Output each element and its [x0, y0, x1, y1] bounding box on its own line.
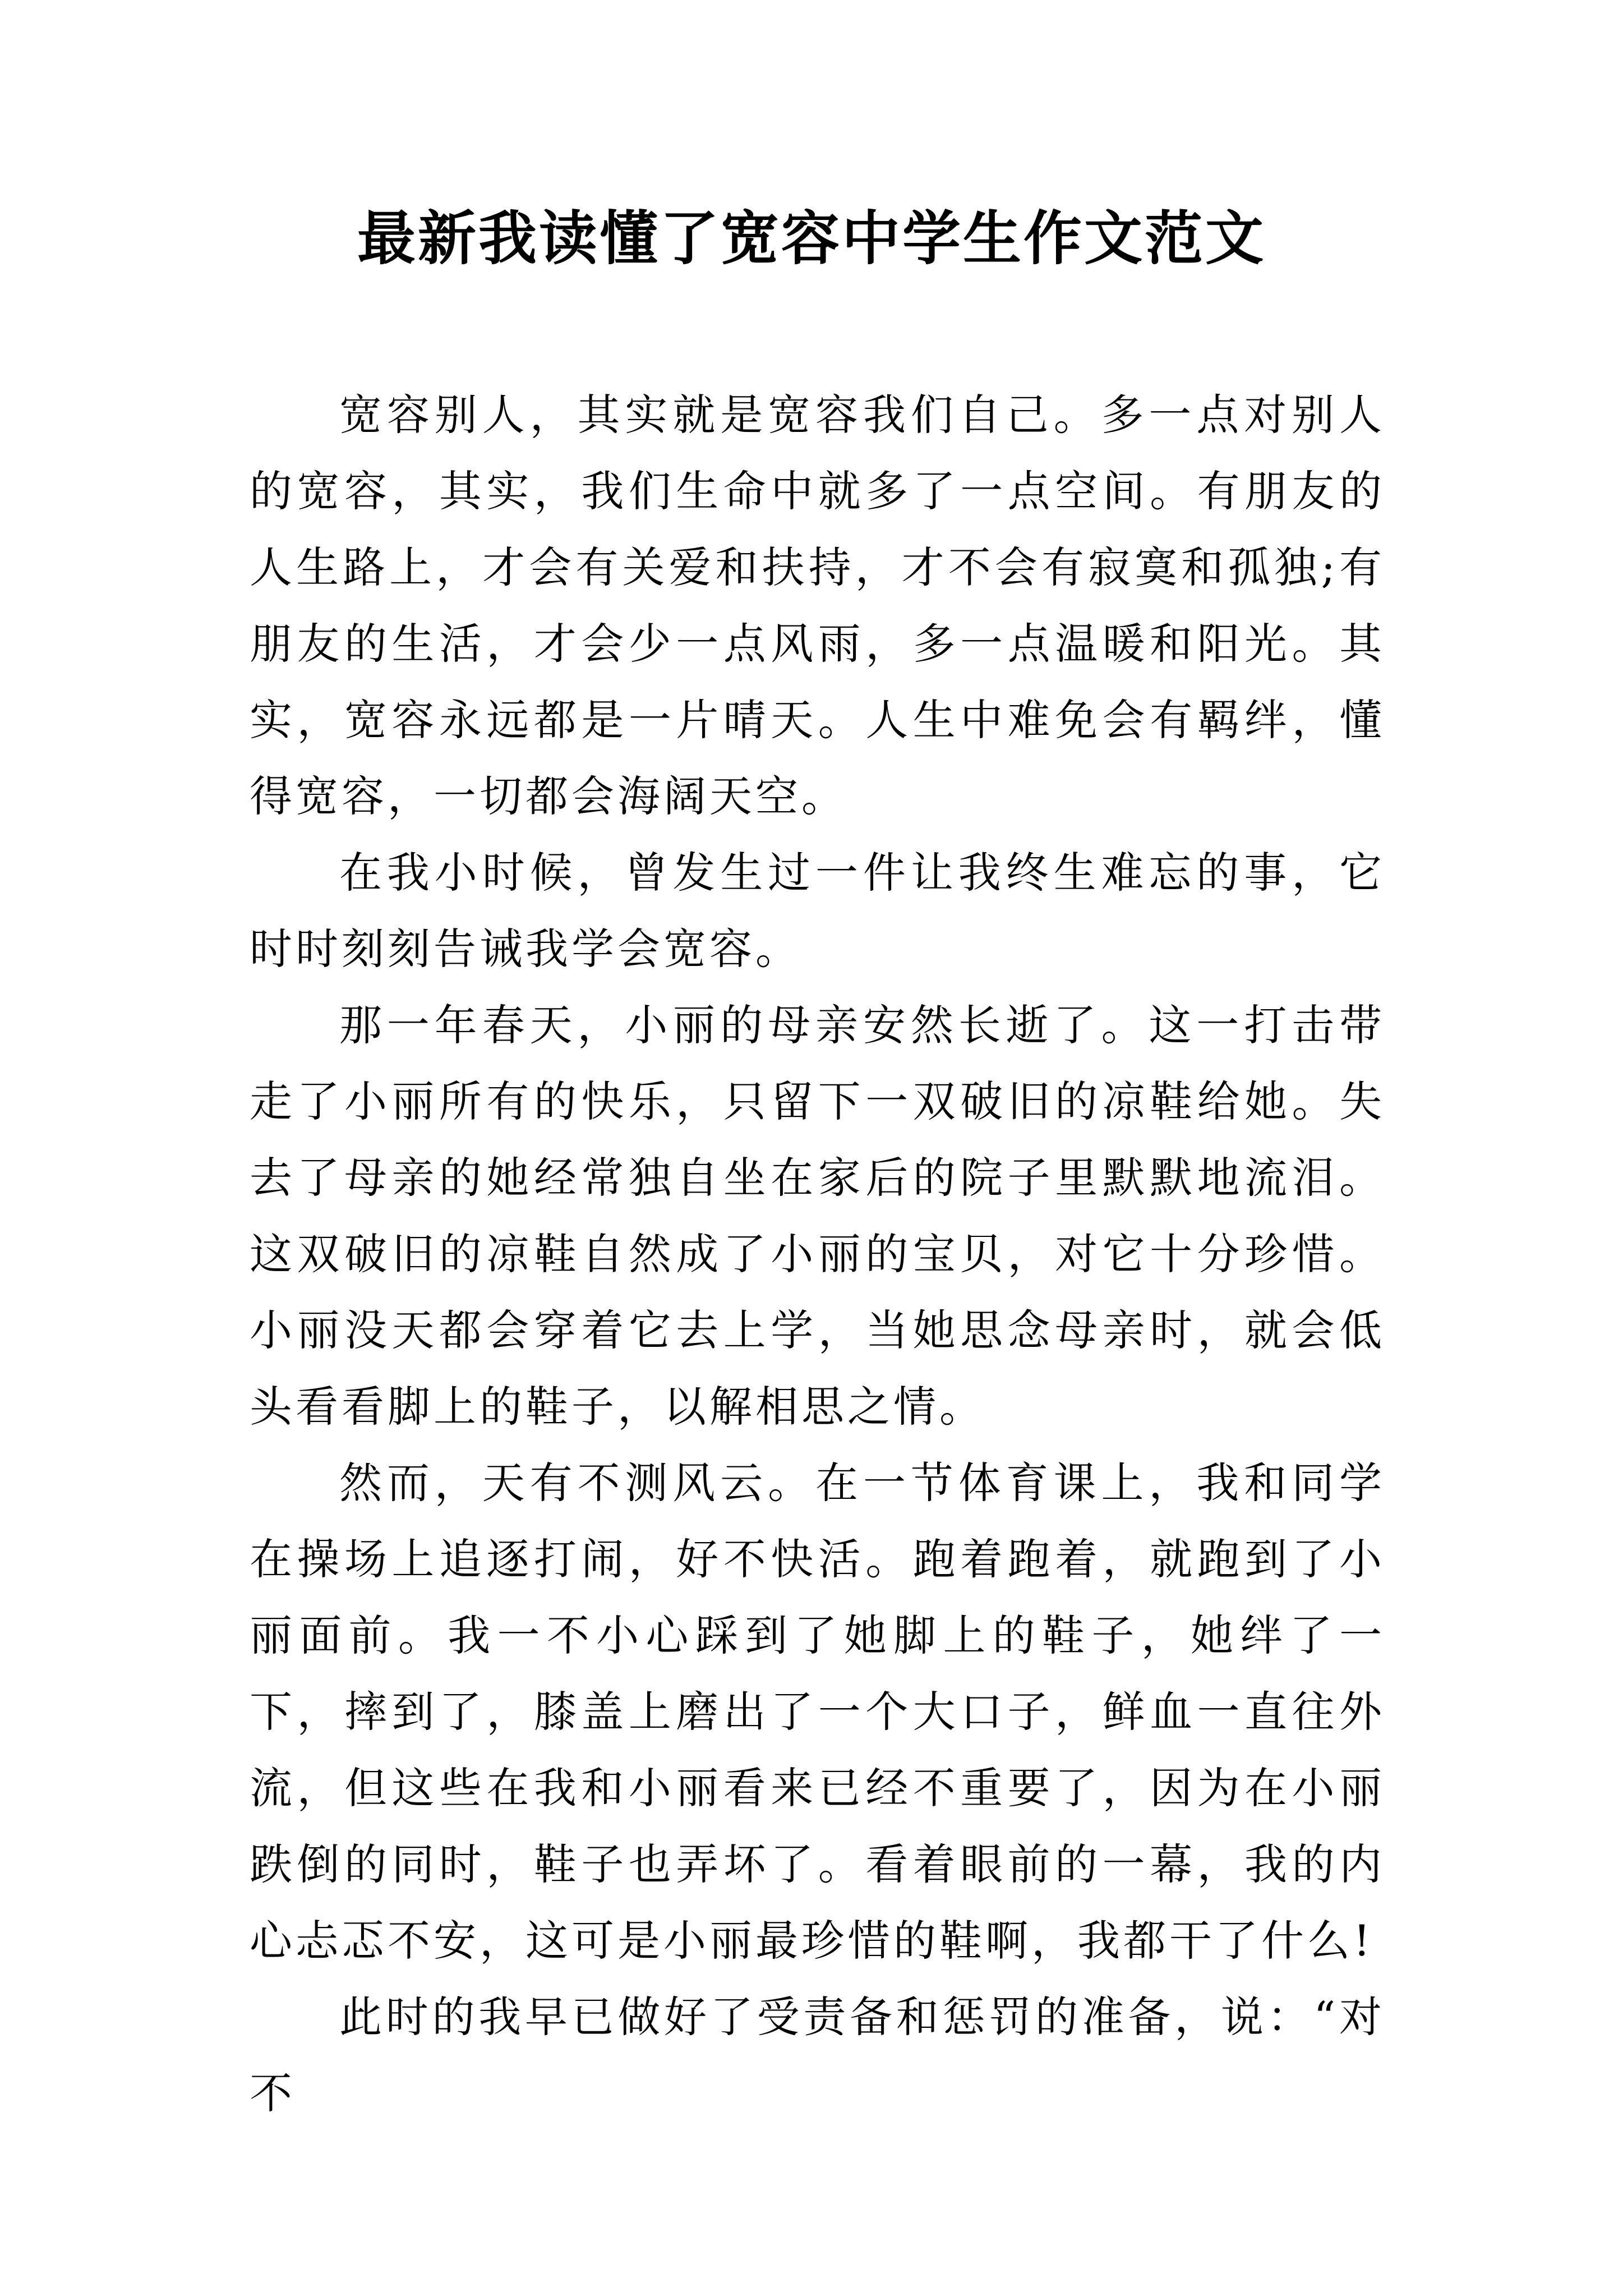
paragraph: 那一年春天，小丽的母亲安然长逝了。这一打击带走了小丽所有的快乐，只留下一双破旧的凉鞋给她。失去了母亲的她经常独自坐在家后的院子里默默地流泪。这双破旧的凉鞋自然成了小丽的宝贝，对它十分珍惜。小丽没天都会穿着它去上学，当她思念母亲时，就会低头看看脚上的鞋子，以解相思之情。	[250, 1000, 1385, 1432]
paragraph: 在我小时候，曾发生过一件让我终生难忘的事，它时时刻刻告诫我学会宽容。	[250, 848, 1385, 974]
paragraph: 此时的我早已做好了受责备和惩罚的准备，说：“对不	[250, 1992, 1385, 2118]
paragraph: 然而，天有不测风云。在一节体育课上，我和同学在操场上追逐打闹，好不快活。跑着跑着，就跑到了小丽面前。我一不小心踩到了她脚上的鞋子，她绊了一下，摔到了，膝盖上磨出了一个大口子，鲜血一直往外流，但这些在我和小丽看来已经不重要了，因为在小丽跌倒的同时，鞋子也弄坏了。看着眼前的一幕，我的内心忐忑不安，这可是小丽最珍惜的鞋啊，我都干了什么!	[250, 1458, 1385, 1966]
paragraph: 宽容别人，其实就是宽容我们自己。多一点对别人的宽容，其实，我们生命中就多了一点空间。有朋友的人生路上，才会有关爱和扶持，才不会有寂寞和孤独;有朋友的生活，才会少一点风雨，多一点温暖和阳光。其实，宽容永远都是一片晴天。人生中难免会有羁绊，懂得宽容，一切都会海阔天空。	[250, 390, 1385, 821]
document-body	[250, 377, 1385, 2132]
document-title: 最新我读懂了宽容中学生作文范文	[357, 204, 1266, 273]
